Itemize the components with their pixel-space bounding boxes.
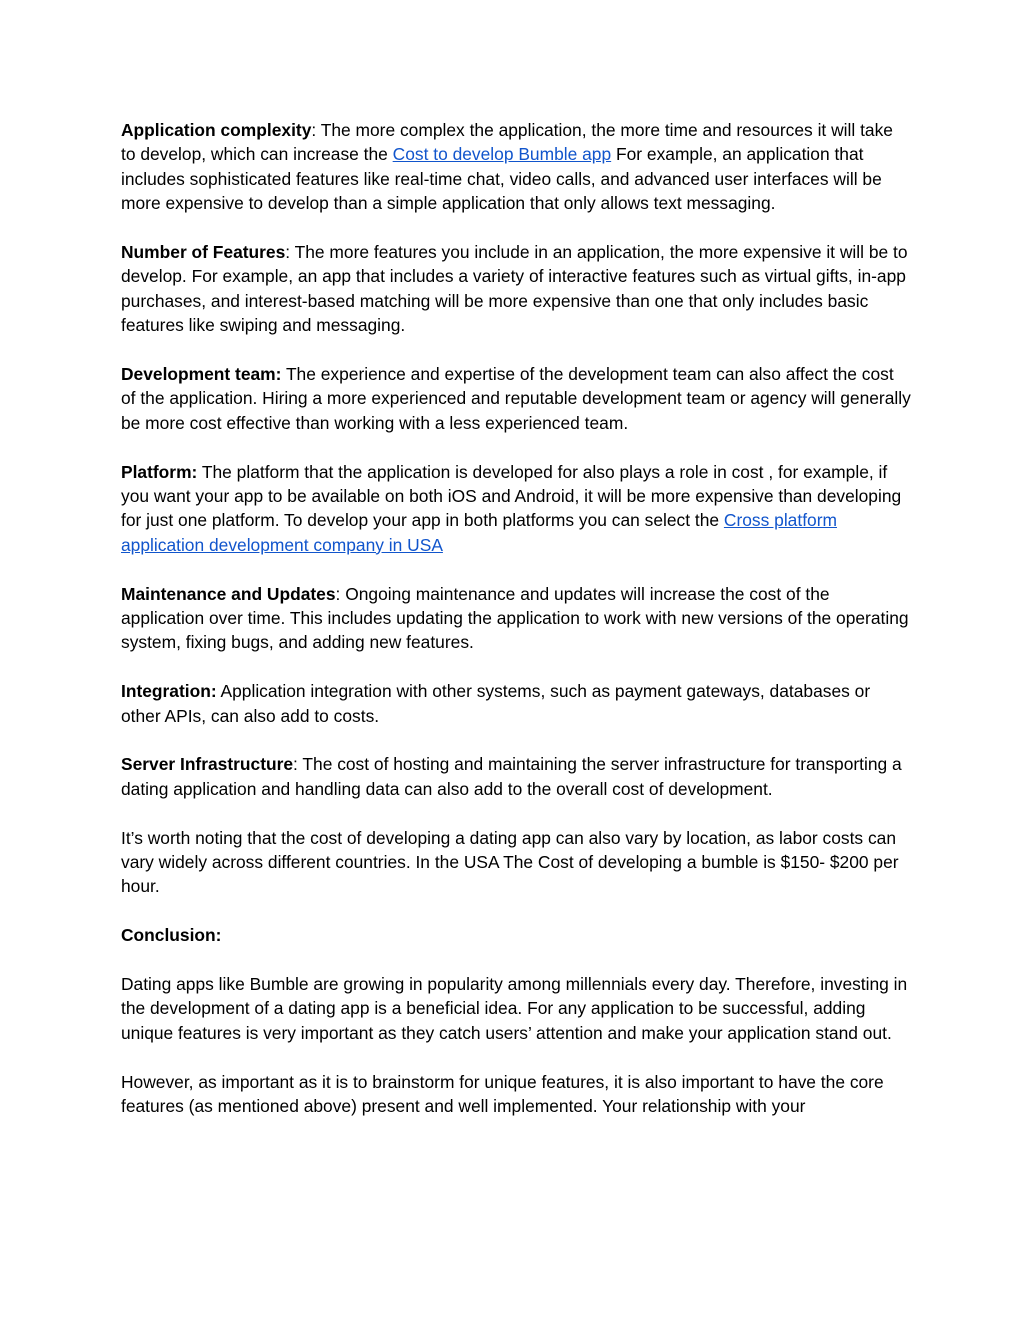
- paragraph-number-of-features: [121, 240, 911, 338]
- paragraph-maintenance-and-updates: [121, 582, 911, 655]
- paragraph-heading: Number of Features: [121, 242, 286, 263]
- document-page: [121, 118, 911, 1143]
- paragraph-application-complexity: [121, 118, 911, 216]
- paragraph-text: The experience and expertise of the development team can also affect the cost of the application. Hiring a more experienced and reputable development team or agency will generally be more cost effective than working with a less experienced team.: [121, 364, 911, 433]
- cross-platform-company-link[interactable]: Cross platform application development company in USA: [121, 510, 837, 555]
- paragraph-heading: Maintenance and Updates: [121, 583, 336, 604]
- paragraph-text: For example, an application that includes sophisticated features like real-time chat, video calls, and advanced user interfaces will be more expensive to develop than a simple application that only allows text messaging.: [121, 144, 882, 214]
- paragraph-platform: [121, 460, 911, 558]
- paragraph-server-infrastructure: [121, 752, 911, 801]
- paragraph-heading: Application complexity: [121, 120, 312, 140]
- paragraph-text: : Ongoing maintenance and updates will increase the cost of the application over time. This includes updating the application to work with new versions of the operating system, fixing bugs, and adding new features.: [121, 583, 909, 653]
- paragraph-location-note: It’s worth noting that the cost of developing a dating app can also vary by location, as labor costs can vary widely across different countries. In the USA The Cost of developing a bumble is $150- $200 per hour.: [121, 827, 899, 897]
- paragraph-text: : The more complex the application, the more time and resources it will take to develop, which can increase the: [121, 120, 893, 165]
- paragraph-text: Application integration with other systems, such as payment gateways, databases or other APIs, can also add to costs.: [121, 681, 871, 726]
- paragraph-development-team: [121, 362, 911, 435]
- paragraph-conclusion-2: However, as important as it is to brainstorm for unique features, it is also important to have the core features (as mentioned above) present and well implemented. Your relationship with your: [121, 1071, 884, 1117]
- paragraph-heading: Integration:: [121, 681, 217, 702]
- conclusion-heading: Conclusion:: [121, 925, 222, 946]
- paragraph-heading: Server Infrastructure: [121, 754, 294, 775]
- paragraph-conclusion-1: Dating apps like Bumble are growing in popularity among millennials every day. Therefore, investing in the development of a dating app is a beneficial idea. For any application to be successful, adding unique features is very important as they catch users’ attention and make your application stand out.: [121, 974, 908, 1043]
- paragraph-integration: [121, 679, 911, 728]
- paragraph-heading: Platform:: [121, 461, 198, 482]
- paragraph-heading: Development team:: [121, 364, 282, 385]
- cost-to-develop-bumble-app-link[interactable]: Cost to develop Bumble app: [392, 144, 612, 165]
- paragraph-text: The platform that the application is developed for also plays a role in cost , for example, if you want your app to be available on both iOS and Android, it will be more expensive than developing for just one platform. To develop your app in both platforms you can select the: [121, 461, 902, 531]
- paragraph-text: : The cost of hosting and maintaining the server infrastructure for transporting a dating application and handling data can also add to the overall cost of development.: [121, 754, 902, 799]
- paragraph-text: : The more features you include in an application, the more expensive it will be to develop. For example, an app that includes a variety of interactive features such as virtual gifts, in-app purchases, and interest-based matching will be more expensive than one that only includes basic features like swiping and messaging.: [121, 242, 908, 336]
